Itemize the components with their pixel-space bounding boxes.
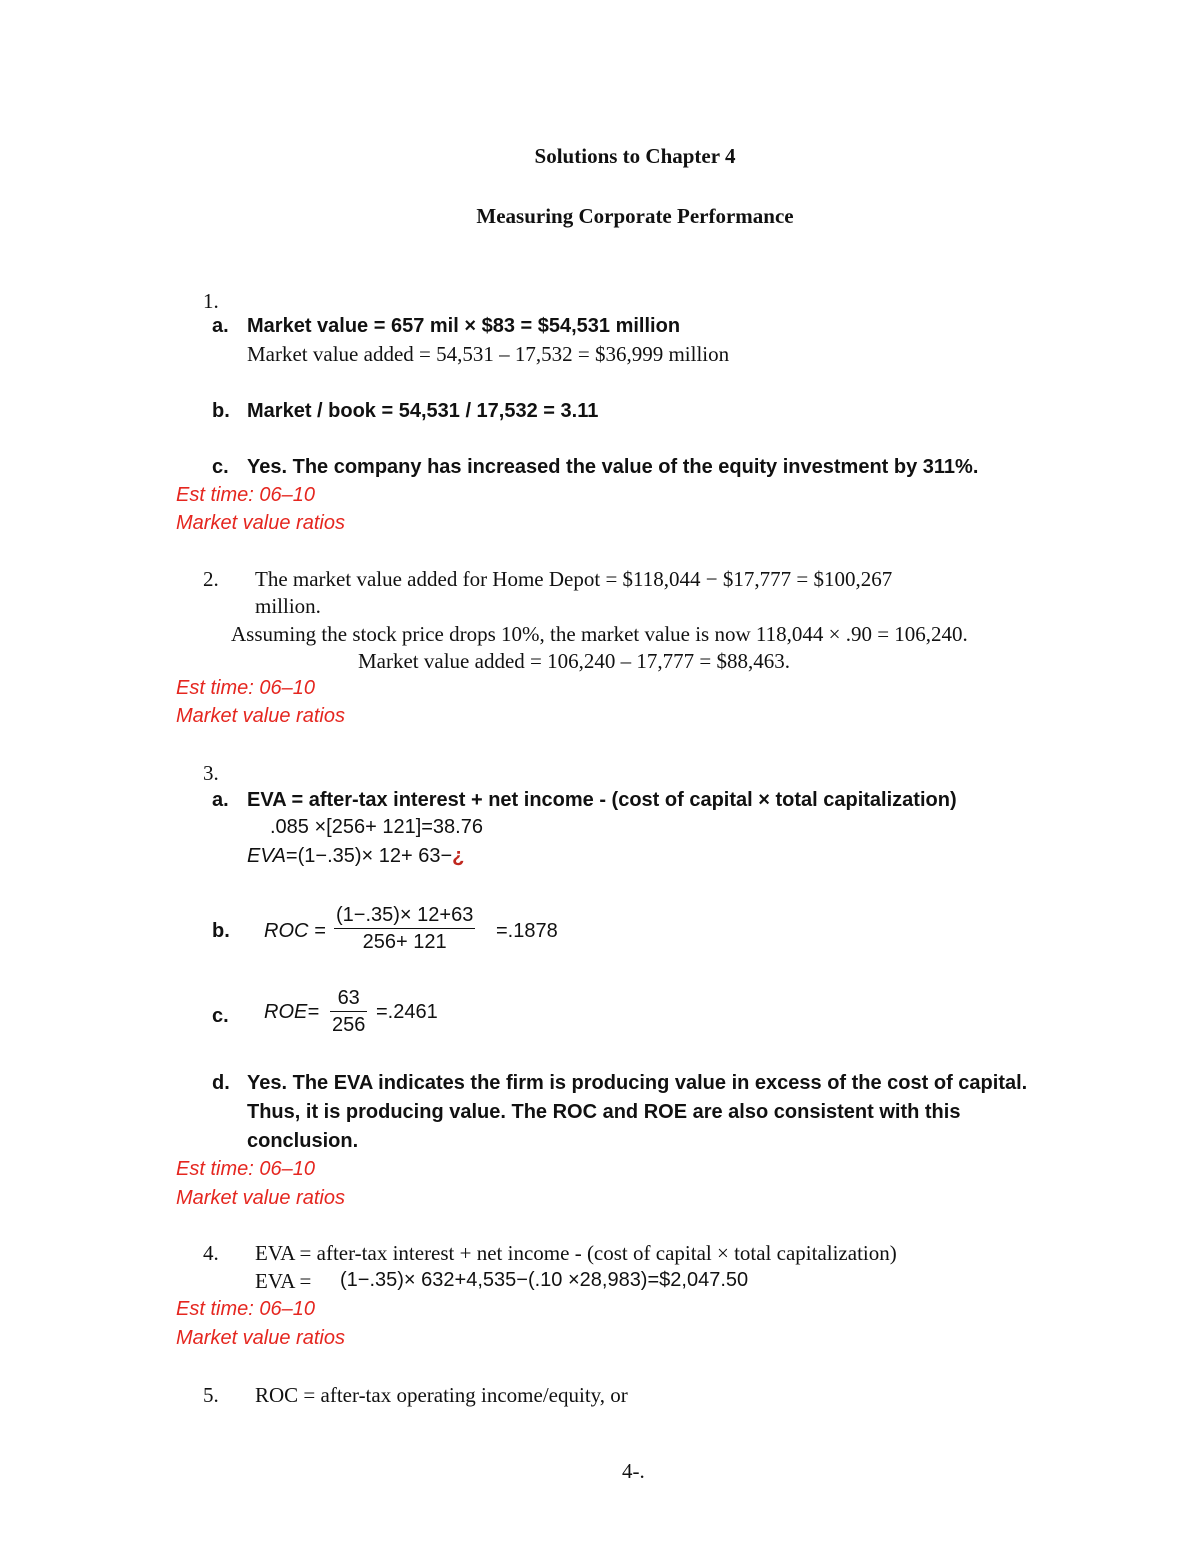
est-time-4: Est time: 06–10 xyxy=(176,1298,315,1320)
problem-5-number: 5. xyxy=(203,1383,219,1407)
page-title: Solutions to Chapter 4 xyxy=(534,144,736,168)
problem-1a-mva: Market value added = 54,531 – 17,532 = $36,999 million xyxy=(247,342,730,366)
problem-3b-label: b. xyxy=(212,920,230,942)
problem-1b-label: b. xyxy=(212,400,230,422)
eva-expression: =(1−.35)× 12+ 63− xyxy=(285,845,453,867)
eva-symbol: EVA xyxy=(247,845,286,867)
problem-1b-text: Market / book = 54,531 / 17,532 = 3.11 xyxy=(247,400,599,422)
topic-3: Market value ratios xyxy=(176,1187,345,1209)
problem-4-number: 4. xyxy=(203,1241,219,1265)
topic-2: Market value ratios xyxy=(176,705,345,727)
problem-3a-math2 xyxy=(247,845,464,868)
problem-3d-line1: Yes. The EVA indicates the firm is producing value in excess of the cost of capital. xyxy=(247,1072,1028,1094)
roe-fraction xyxy=(330,985,367,1038)
topic-1: Market value ratios xyxy=(176,512,345,534)
problem-3-number: 3. xyxy=(203,761,219,785)
eva-broken-glyph: ¿ xyxy=(452,845,465,867)
roc-lhs: ROC = xyxy=(264,920,326,942)
problem-3c-label: c. xyxy=(212,1005,229,1027)
problem-2-line4: Market value added = 106,240 – 17,777 = $88,463. xyxy=(358,649,790,673)
problem-2-line1: The market value added for Home Depot = $118,044 − $17,777 = $100,267 xyxy=(255,567,893,591)
page-subtitle: Measuring Corporate Performance xyxy=(476,204,794,228)
roe-denominator: 256 xyxy=(332,1014,366,1036)
est-time-2: Est time: 06–10 xyxy=(176,677,315,699)
roe-lhs: ROE= xyxy=(264,1001,320,1023)
topic-4: Market value ratios xyxy=(176,1327,345,1349)
roc-fraction xyxy=(334,902,475,955)
problem-2-number: 2. xyxy=(203,567,219,591)
problem-3a-text: EVA = after-tax interest + net income - (cost of capital × total capitalization) xyxy=(247,789,957,811)
problem-3a-math1: .085 ×[256+ 121]=38.76 xyxy=(270,816,483,838)
roc-denominator: 256+ 121 xyxy=(362,931,447,953)
roe-result: =.2461 xyxy=(376,1001,438,1023)
roe-numerator: 63 xyxy=(337,987,360,1009)
problem-3d-line2: Thus, it is producing value. The ROC and ROE are also consistent with this xyxy=(247,1101,961,1123)
roc-numerator: (1−.35)× 12+63 xyxy=(336,904,474,926)
est-time-3: Est time: 06–10 xyxy=(176,1158,315,1180)
problem-4-eva-prefix: EVA = xyxy=(255,1269,312,1293)
est-time-1: Est time: 06–10 xyxy=(176,484,315,506)
problem-2-line2: million. xyxy=(255,594,321,618)
problem-1-number: 1. xyxy=(203,289,219,313)
problem-3d-label: d. xyxy=(212,1072,230,1094)
problem-5-line1: ROC = after-tax operating income/equity, or xyxy=(255,1383,628,1407)
page-number: 4-. xyxy=(622,1459,645,1483)
problem-1a-label: a. xyxy=(212,315,229,337)
problem-1a-text: Market value = 657 mil × $83 = $54,531 million xyxy=(247,315,681,337)
roc-result: =.1878 xyxy=(496,920,558,942)
problem-3a-label: a. xyxy=(212,789,229,811)
problem-2-line3: Assuming the stock price drops 10%, the market value is now 118,044 × .90 = 106,240. xyxy=(231,622,968,646)
problem-3d-line3: conclusion. xyxy=(247,1130,359,1152)
problem-4-line1: EVA = after-tax interest + net income - (cost of capital × total capitalization) xyxy=(255,1241,897,1265)
problem-1c-label: c. xyxy=(212,456,229,478)
problem-4-eva-math: (1−.35)× 632+4,535−(.10 ×28,983)=$2,047.50 xyxy=(340,1269,749,1291)
problem-1c-text: Yes. The company has increased the value of the equity investment by 311%. xyxy=(247,456,979,478)
